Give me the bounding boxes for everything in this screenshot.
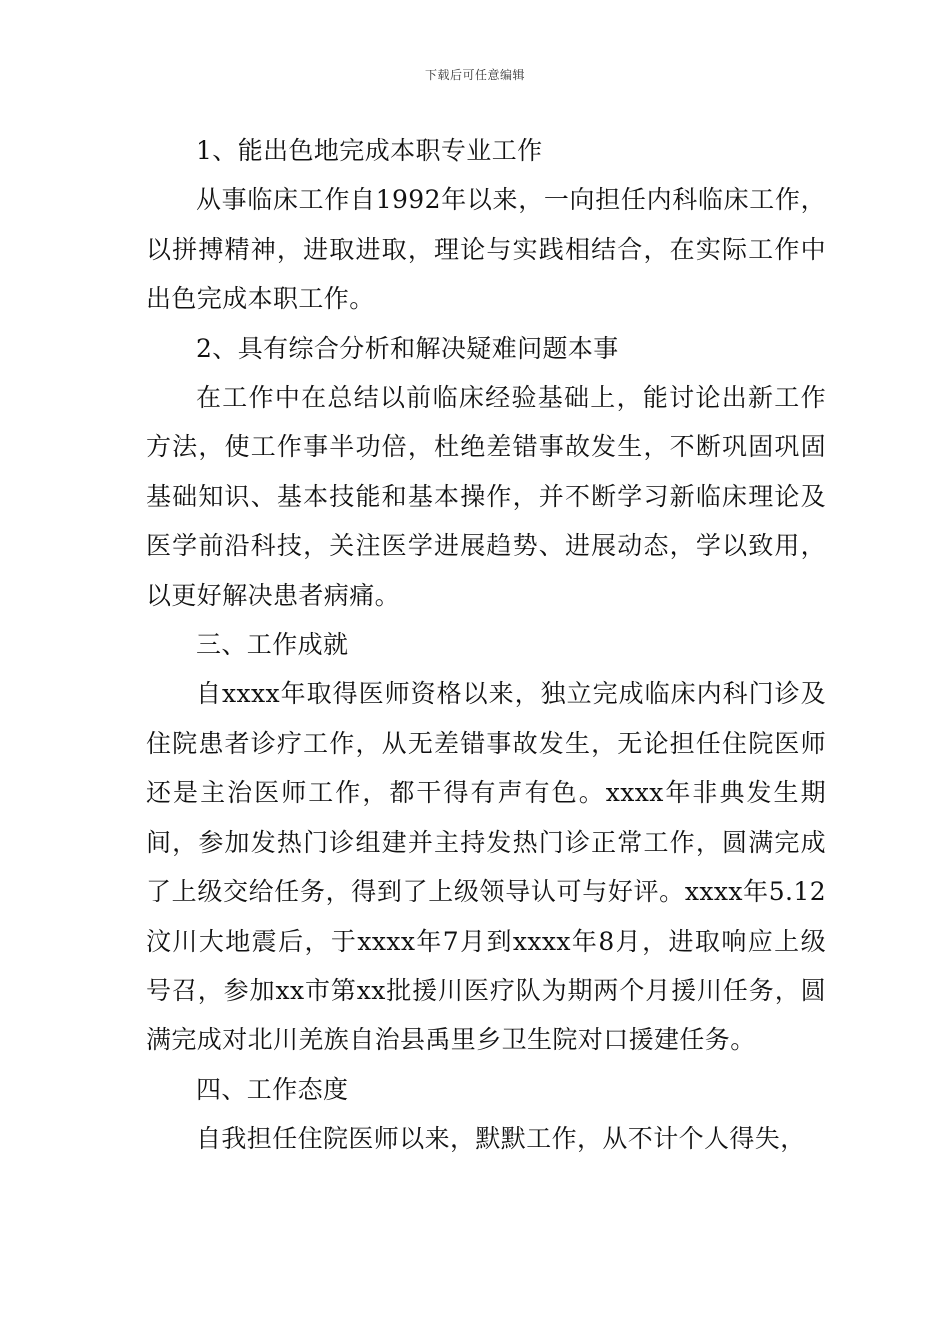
section-heading-3: 三、工作成就 [196, 630, 349, 660]
section-heading-4: 四、工作态度 [196, 1074, 349, 1104]
document-body [146, 126, 826, 1164]
paragraph-4: 自我担任住院医师以来，默默工作，从不计个人得失， [196, 1124, 806, 1154]
page-header: 下载后可任意编辑 [424, 68, 525, 82]
section-heading-2: 2、具有综合分析和解决疑难问题本事 [196, 333, 619, 363]
paragraph-2: 在工作中在总结以前临床经验基础上，能讨论出新工作方法，使工作事半功倍，杜绝差错事故发生，不断巩固巩固基础知识、基本技能和基本操作，并不断学习新临床理论及医学前沿科技，关注医学进展趋势、进展动态，学以致用，以更好解决患者病痛。 [146, 383, 826, 610]
paragraph-1: 从事临床工作自1992年以来，一向担任内科临床工作，以拼搏精神，进取进取，理论与实践相结合，在实际工作中出色完成本职工作。 [146, 185, 826, 314]
paragraph-3: 自xxxx年取得医师资格以来，独立完成临床内科门诊及住院患者诊疗工作，从无差错事故发生，无论担任住院医师还是主治医师工作，都干得有声有色。xxxx年非典发生期间，参加发热门诊组建并主持发热门诊正常工作，圆满完成了上级交给任务，得到了上级领导认可与好评。xxxx年5.12汶川大地震后，于xxxx年7月到xxxx年8月，进取响应上级号召，参加xx市第xx批援川医疗队为期两个月援川任务，圆满完成对北川羌族自治县禹里乡卫生院对口援建任务。 [146, 679, 826, 1055]
section-heading-1: 1、能出色地完成本职专业工作 [196, 136, 543, 165]
